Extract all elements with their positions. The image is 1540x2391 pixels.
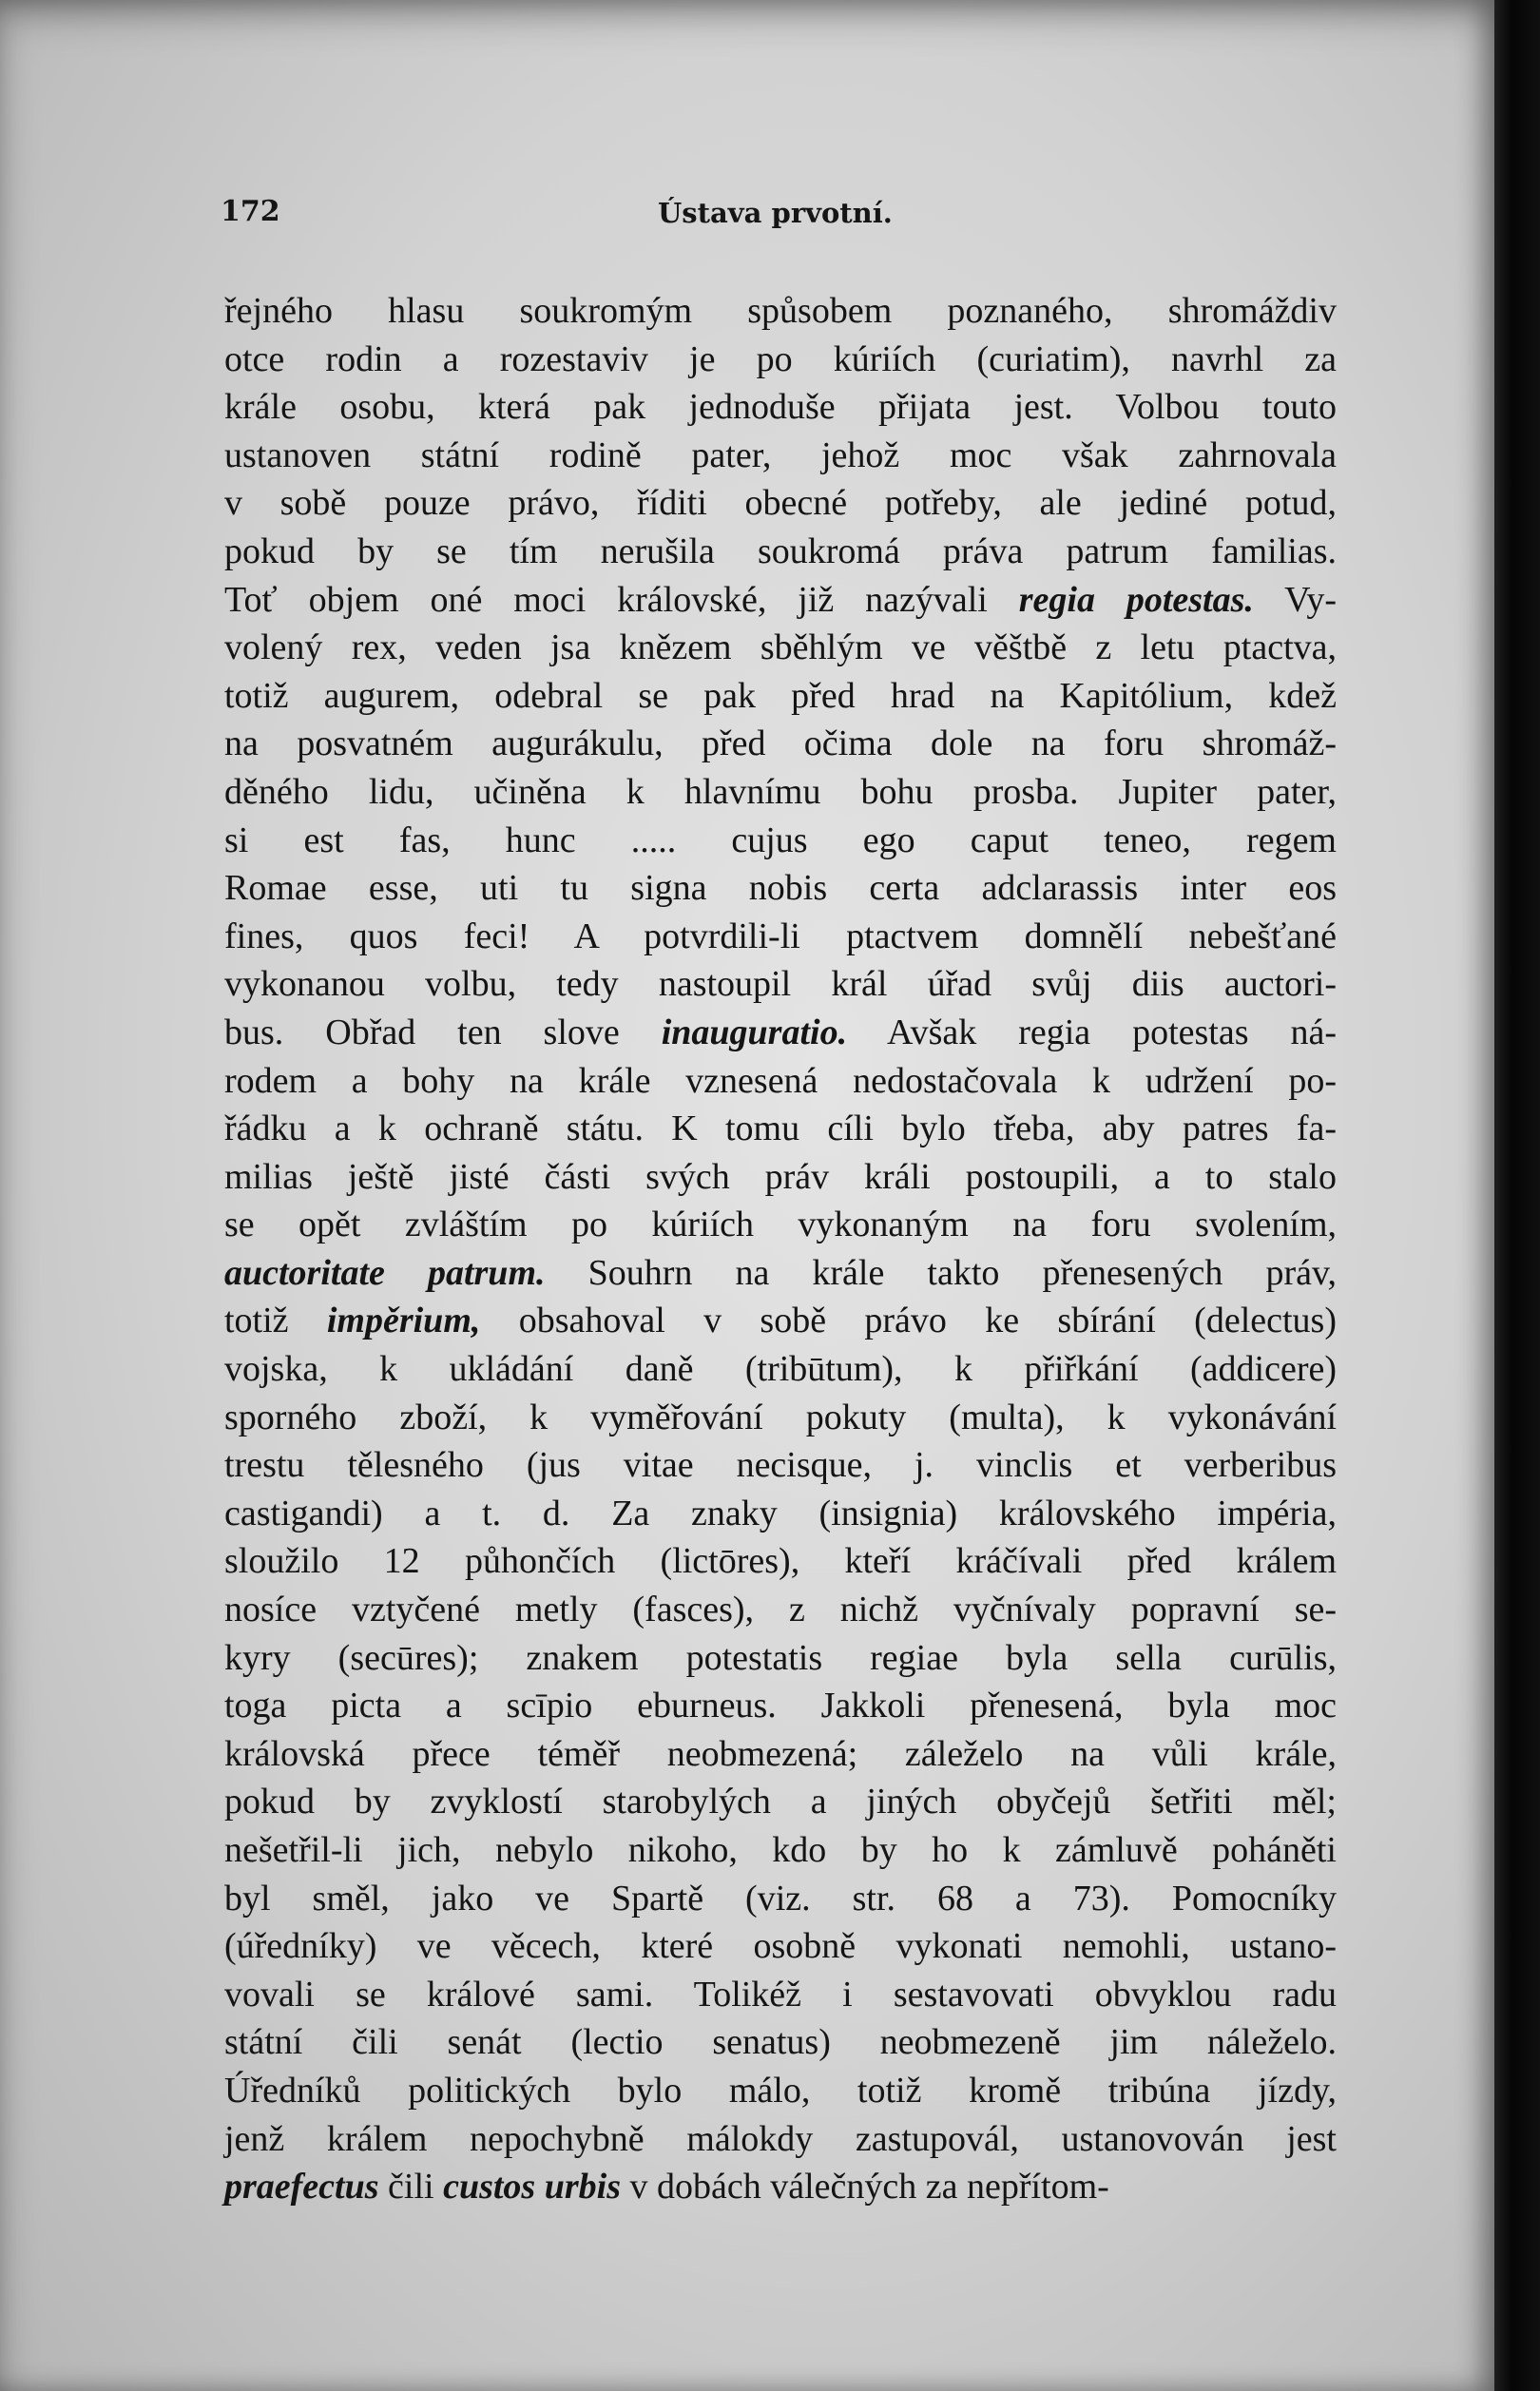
text-run: bus. Obřad ten slove <box>224 1012 662 1052</box>
text-line: otce rodin a rozestaviv je po kúriích (curiatim), navrhl za <box>224 338 1337 379</box>
text-line: děného lidu, učiněna k hlavnímu bohu prosba. Jupiter pater, <box>224 771 1337 812</box>
body-text <box>224 287 1337 2211</box>
text-line: státní čili senát (lectio senatus) neobmezeně jim náleželo. <box>224 2022 1337 2063</box>
italic-term: impěrium, <box>326 1301 481 1341</box>
text-line: vykonanou volbu, tedy nastoupil král úřad svůj diis auctori- <box>224 964 1337 1005</box>
text-line <box>224 2163 1337 2211</box>
text-line: krále osobu, která pak jednoduše přijata jest. Volbou touto <box>224 387 1337 428</box>
text-line: si est fas, hunc ..... cujus ego caput teneo, regem <box>224 819 1337 860</box>
text-run: Toť objem oné moci královské, již nazývali <box>224 579 1019 620</box>
text-line: se opět zvláštím po kúriích vykonaným na foru svolením, <box>224 1205 1337 1245</box>
text-line <box>224 576 1337 625</box>
text-line: volený rex, veden jsa knězem sběhlým ve věštbě z letu ptactva, <box>224 627 1337 668</box>
text-line: (úředníky) ve věcech, které osobně vykonati nemohli, ustano- <box>224 1926 1337 1967</box>
text-line: vovali se králové sami. Tolikéž i sestavovati obvyklou radu <box>224 1974 1337 2015</box>
text-line: byl směl, jako ve Spartě (viz. str. 68 a 73). Pomocníky <box>224 1878 1337 1919</box>
text-line: totiž augurem, odebral se pak před hrad na Kapitólium, kdež <box>224 675 1337 716</box>
italic-term: auctoritate patrum. <box>224 1252 546 1293</box>
text-run: Avšak regia potestas ná- <box>847 1012 1337 1052</box>
text-line: na posvatném augurákulu, před očima dole na foru shromáž- <box>224 723 1337 764</box>
text-line: milias ještě jisté části svých práv králi postoupili, a to stalo <box>224 1156 1337 1197</box>
text-line: řádku a k ochraně státu. K tomu cíli bylo třeba, aby patres fa- <box>224 1109 1337 1149</box>
text-run: Souhrn na krále takto přenesených práv, <box>545 1252 1337 1293</box>
text-line: královská přece téměř neobmezená; záleželo na vůli krále, <box>224 1733 1337 1774</box>
page-header <box>221 195 1342 241</box>
text-line <box>224 1297 1337 1345</box>
running-title: Ústava prvotní. <box>658 197 893 229</box>
text-line: pokud by se tím nerušila soukromá práva patrum familias. <box>224 530 1337 571</box>
text-line: toga picta a scīpio eburneus. Jakkoli přenesená, byla moc <box>224 1686 1337 1726</box>
text-line: nešetřil-li jich, nebylo nikoho, kdo by ho k zámluvě poháněti <box>224 1830 1337 1870</box>
text-run: v dobách válečných za nepřítom- <box>620 2167 1109 2208</box>
text-line: sloužilo 12 půhončích (lictōres), kteří kráčívali před králem <box>224 1541 1337 1582</box>
text-line: castigandi) a t. d. Za znaky (insignia) královského impéria, <box>224 1493 1337 1533</box>
scan-dark-edge <box>1494 0 1540 2391</box>
text-line: jenž králem nepochybně málokdy zastupovál, ustanovován jest <box>224 2118 1337 2159</box>
text-line: fines, quos feci! A potvrdili-li ptactvem domnělí nebešťané <box>224 916 1337 956</box>
italic-term: custos urbis <box>443 2167 621 2208</box>
text-line <box>224 1009 1337 1057</box>
text-line: sporného zboží, k vyměřování pokuty (multa), k vykonávání <box>224 1397 1337 1437</box>
text-line: ustanoven státní rodině pater, jehož moc však zahrnovala <box>224 434 1337 475</box>
text-line: kyry (secūres); znakem potestatis regiae byla sella curūlis, <box>224 1637 1337 1678</box>
page-number: 172 <box>221 195 280 228</box>
text-run: čili <box>378 2167 444 2208</box>
text-run: totiž <box>224 1301 327 1341</box>
italic-term: praefectus <box>224 2167 379 2208</box>
text-run: Vy- <box>1253 579 1337 620</box>
text-line <box>224 1249 1337 1298</box>
text-line: řejného hlasu soukromým spůsobem poznaného, shromáždiv <box>224 291 1337 331</box>
italic-term: regia potestas. <box>1018 579 1254 620</box>
text-line: trestu tělesného (jus vitae necisque, j. vinclis et verberibus <box>224 1445 1337 1486</box>
italic-term: inauguratio. <box>661 1012 848 1052</box>
text-line: v sobě pouze právo, říditi obecné potřeby, ale jediné potud, <box>224 483 1337 524</box>
text-line: rodem a bohy na krále vznesená nedostačovala k udržení po- <box>224 1060 1337 1101</box>
text-run: obsahoval v sobě právo ke sbírání (delectus) <box>480 1301 1337 1341</box>
text-line: nosíce vztyčené metly (fasces), z nichž vyčnívaly popravní se- <box>224 1590 1337 1630</box>
text-line: Romae esse, uti tu signa nobis certa adclarassis inter eos <box>224 868 1337 909</box>
text-line: pokud by zvyklostí starobylých a jiných obyčejů šetřiti měl; <box>224 1782 1337 1822</box>
text-line: Úředníků politických bylo málo, totiž kromě tribúna jízdy, <box>224 2070 1337 2111</box>
text-line: vojska, k ukládání daně (tribūtum), k přiřkání (addicere) <box>224 1349 1337 1390</box>
